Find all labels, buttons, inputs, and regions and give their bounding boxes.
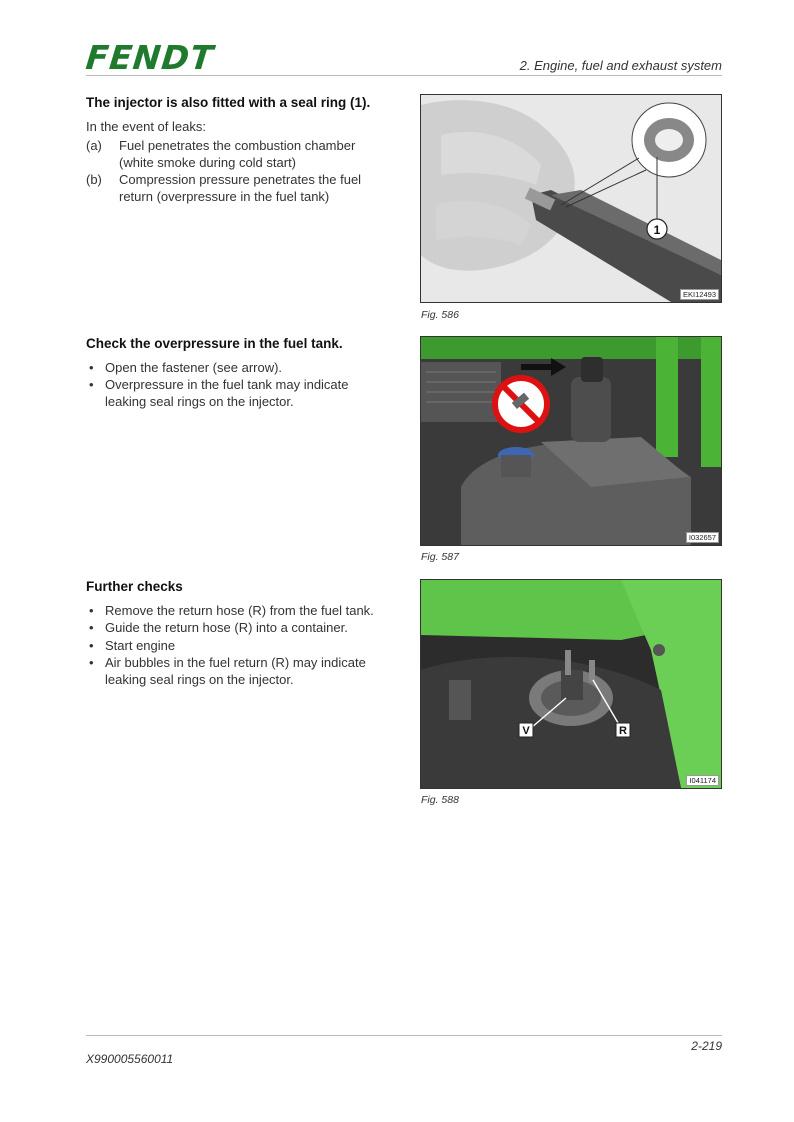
list-item [86,138,386,171]
list-item: • Overpressure in the fuel tank may indicate leaking seal rings on the injector. [86,377,386,410]
image-code: EKI12493 [680,289,719,300]
figure-caption: Fig. 588 [421,794,459,806]
bullet-list [86,603,386,689]
section-injector-seal [86,95,386,206]
footer-divider [86,1035,722,1036]
document-number: X990005560011 [86,1052,174,1066]
callout-v: V [522,725,530,737]
callout-r: R [619,725,627,737]
figure-caption: Fig. 587 [421,551,459,563]
fendt-logo: FENDT [84,38,216,77]
bullet-list [86,360,386,411]
list-item-text: Compression pressure penetrates the fuel return (overpressure in the fuel tank) [119,172,362,204]
image-code: I041174 [686,775,719,786]
figure-587-image [420,336,722,546]
list-item: • Start engine [86,638,386,655]
list-marker: (b) [86,172,102,187]
figure-586-image [420,94,722,303]
lettered-list [86,138,386,205]
list-item: • Remove the return hose (R) from the fuel tank. [86,603,386,620]
list-item: • Open the fastener (see arrow). [86,360,386,377]
figure-caption: Fig. 586 [421,309,459,321]
fuel-tank-photo [421,337,721,545]
figure-588-image [420,579,722,789]
page-number: 2-219 [691,1039,722,1053]
section-intro: In the event of leaks: [86,118,206,134]
header-divider [86,75,722,76]
section-heading: Further checks [86,579,183,594]
list-marker: (a) [86,138,102,153]
callout-1: 1 [653,223,661,237]
injector-photo [421,95,721,302]
list-item-text: Fuel penetrates the combustion chamber (white smoke during cold start) [119,138,356,170]
section-heading: Check the overpressure in the fuel tank. [86,336,343,351]
chapter-title: 2. Engine, fuel and exhaust system [519,58,722,73]
list-item [86,172,386,205]
list-item: • Guide the return hose (R) into a container. [86,620,386,637]
section-heading: The injector is also fitted with a seal ring (1). [86,95,371,110]
section-overpressure [86,336,386,411]
section-further-checks [86,579,386,689]
return-hose-photo [421,580,721,788]
image-code: I032657 [686,532,719,543]
list-item: • Air bubbles in the fuel return (R) may indicate leaking seal rings on the injector. [86,655,386,688]
